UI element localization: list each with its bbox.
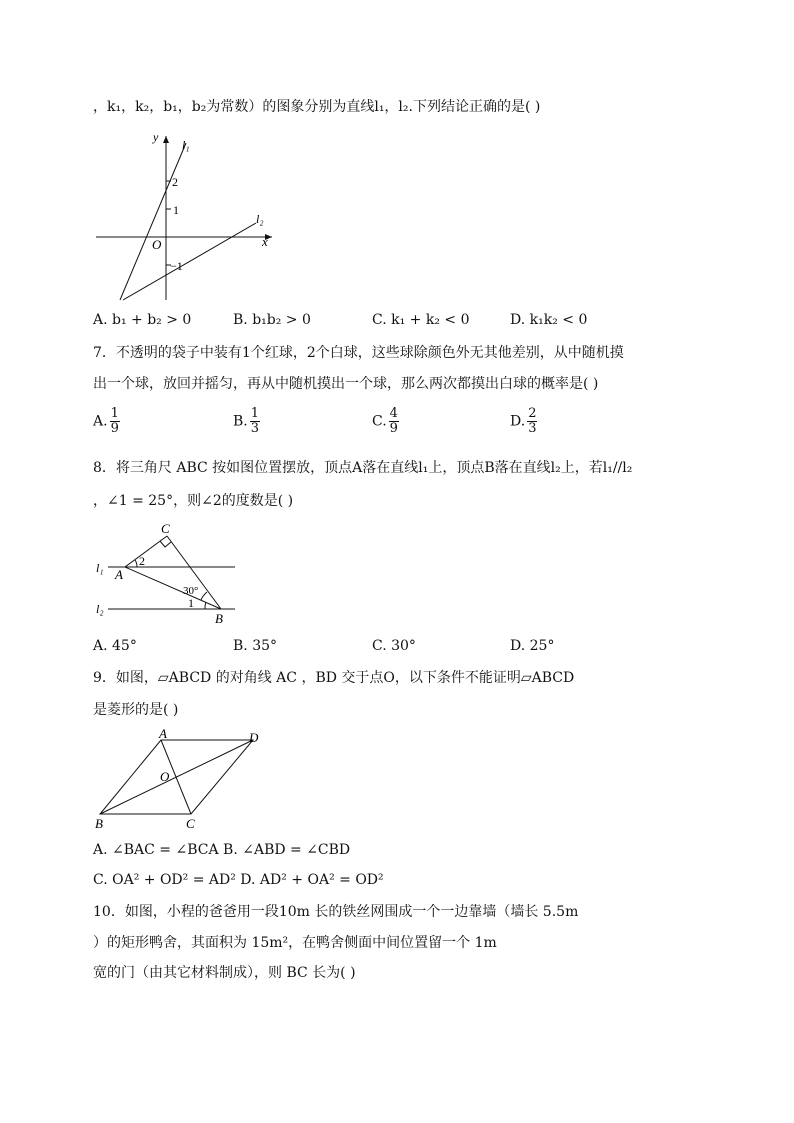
- vertex-c-label: C: [161, 521, 170, 536]
- angle-1-label: 1: [188, 596, 194, 610]
- vertex-c-label: C: [186, 816, 195, 831]
- q6-option-b[interactable]: B. b₁b₂ > 0: [233, 312, 311, 328]
- q9-line2: 是菱形的是( ): [93, 702, 179, 718]
- line-l1-label: l₁: [96, 561, 104, 575]
- q6-stem: ，k₁，k₂，b₁，b₂为常数）的图象分别为直线l₁，l₂.下列结论正确的是( ): [93, 99, 541, 115]
- q7-option-a[interactable]: A. $\frac{1}{9}$: [93, 406, 119, 436]
- q6-option-a[interactable]: A. b₁ + b₂ > 0: [93, 312, 192, 328]
- q9-line1: 9．如图，▱ABCD 的对角线 AC ，BD 交于点O，以下条件不能证明▱ABCD: [93, 670, 575, 686]
- q7-option-d[interactable]: D. $\frac{2}{3}$: [510, 406, 537, 436]
- vertex-b-label: B: [95, 816, 103, 831]
- tick-2: 2: [172, 175, 178, 189]
- q10-line1: 10．如图，小程的爸爸用一段10m 长的铁丝网围成一个一边靠墙（墙长 5.5m: [93, 904, 579, 920]
- y-axis-label: y: [153, 130, 159, 144]
- vertex-a-label: A: [159, 726, 167, 741]
- q8-option-b[interactable]: B. 35°: [233, 638, 278, 654]
- center-o-label: O: [160, 769, 170, 784]
- q7-line1: 7．不透明的袋子中装有1个红球，2个白球，这些球除颜色外无其他差别，从中随机摸: [93, 345, 624, 361]
- vertex-a-label: A: [115, 567, 123, 582]
- l2-label: l₂: [256, 212, 264, 226]
- vertex-b-label: B: [215, 611, 223, 626]
- angle-2-label: 2: [139, 554, 145, 568]
- q7-option-b[interactable]: B. $\frac{1}{3}$: [233, 406, 260, 436]
- q7-option-c[interactable]: C. $\frac{4}{9}$: [372, 406, 398, 436]
- vertex-d-label: D: [249, 730, 259, 745]
- q8-option-c[interactable]: C. 30°: [372, 638, 416, 654]
- angle-30-label: 30°: [183, 585, 199, 597]
- tick-1: 1: [173, 203, 179, 217]
- q8-option-d[interactable]: D. 25°: [510, 638, 555, 654]
- q6-option-c[interactable]: C. k₁ + k₂ < 0: [372, 312, 470, 328]
- q8-line2: ，∠1 = 25°，则∠2的度数是( ): [93, 493, 294, 509]
- q8-line1: 8．将三角尺 ABC 按如图位置摆放，顶点A落在直线l₁上，顶点B落在直线l₂上，若l₁//l₂: [93, 460, 633, 476]
- q8-triangle-figure: [93, 520, 253, 630]
- q10-line3: 宽的门（由其它材料制成），则 BC 长为( ): [93, 965, 356, 981]
- q10-line2: ）的矩形鸭舍，其面积为 15m²，在鸭舍侧面中间位置留一个 1m: [93, 935, 497, 951]
- origin-label: O: [152, 237, 162, 252]
- q7-line2: 出一个球，放回并摇匀，再从中随机摸出一个球，那么两次都摸出白球的概率是( ): [93, 376, 599, 392]
- q8-option-a[interactable]: A. 45°: [93, 638, 137, 654]
- q9-parallelogram-figure: [93, 726, 273, 832]
- tick-neg1: −1: [170, 259, 183, 273]
- q6-graph: [90, 128, 290, 308]
- l1-label: l₁: [182, 138, 190, 152]
- x-axis-label: x: [262, 234, 268, 249]
- q9-options-row2[interactable]: C. OA² + OD² = AD² D. AD² + OA² = OD²: [93, 872, 384, 888]
- q9-options-row1[interactable]: A. ∠BAC = ∠BCA B. ∠ABD = ∠CBD: [93, 842, 351, 858]
- line-l2-label: l₂: [96, 602, 104, 616]
- q6-option-d[interactable]: D. k₁k₂ < 0: [510, 312, 588, 328]
